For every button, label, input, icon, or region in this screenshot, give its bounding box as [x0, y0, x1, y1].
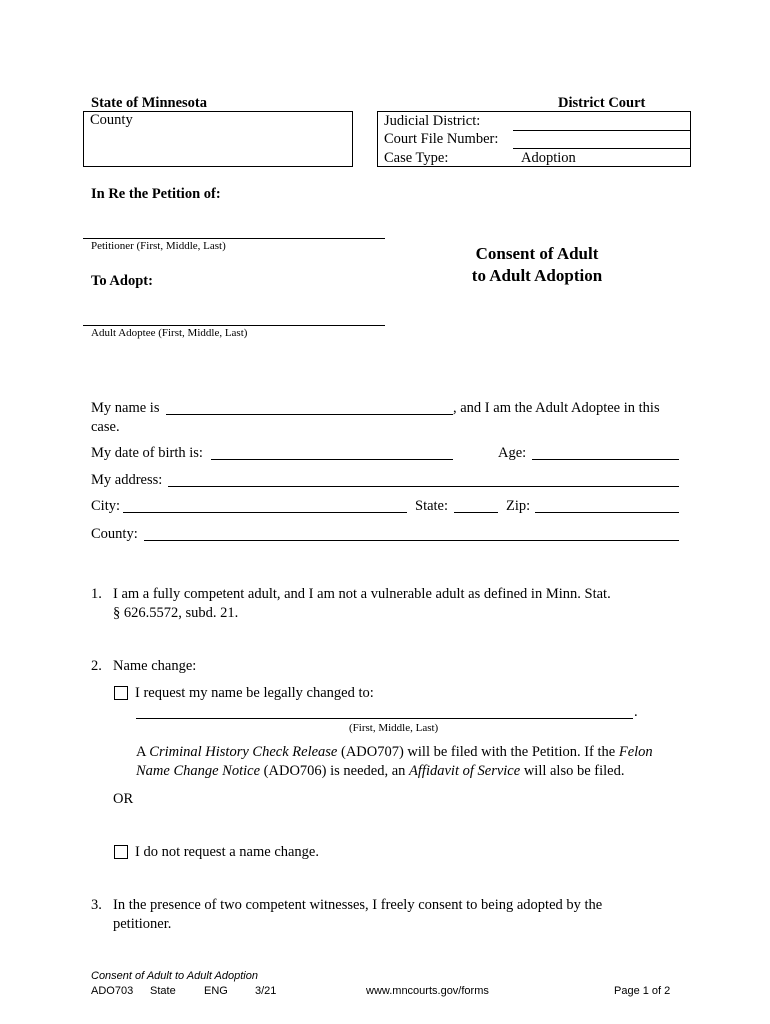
form-title-line2: to Adult Adoption [471, 266, 603, 285]
footer-form-title: Consent of Adult to Adult Adoption [91, 970, 258, 982]
to-adopt-label: To Adopt: [91, 273, 153, 289]
item1-line2: § 626.5572, subd. 21. [113, 605, 239, 621]
court-label: District Court [558, 95, 646, 111]
county-label: County [90, 112, 133, 128]
adoptee-caption: Adult Adoptee (First, Middle, Last) [91, 327, 248, 339]
item1-number: 1. [91, 586, 102, 602]
case-type-value: Adoption [521, 150, 576, 166]
no-name-change-checkbox[interactable] [114, 845, 128, 859]
new-name-period: . [634, 704, 638, 720]
request-name-change-checkbox[interactable] [114, 686, 128, 700]
case-type-label: Case Type: [384, 150, 449, 166]
footer-form-scope: State [150, 985, 176, 997]
name-suffix: , and I am the Adult Adoptee in this [453, 400, 660, 416]
footer-website[interactable]: www.mncourts.gov/forms [366, 985, 489, 997]
form-title-line1: Consent of Adult [475, 244, 599, 263]
name-prefix: My name is [91, 400, 160, 416]
zip-label: Zip: [506, 498, 531, 514]
request-name-change-label: I request my name be legally changed to: [135, 685, 374, 701]
judicial-district-label: Judicial District: [384, 113, 481, 129]
age-field[interactable] [532, 459, 679, 460]
name-change-note-line1: A Criminal History Check Release (ADO707) will be filed with the Petition. If the Felon [136, 744, 653, 760]
name-change-note-line2: Name Change Notice (ADO706) is needed, an Affidavit of Service will also be filed. [136, 763, 625, 779]
or-label: OR [113, 791, 134, 807]
state-field-label: State: [415, 498, 449, 514]
new-name-caption: (First, Middle, Last) [349, 722, 439, 734]
zip-field[interactable] [535, 512, 679, 513]
county-field-label: County: [91, 526, 138, 542]
county-field[interactable] [144, 540, 679, 541]
dob-label: My date of birth is: [91, 445, 203, 461]
new-name-field[interactable] [136, 718, 633, 719]
footer-page-number: Page 1 of 2 [614, 985, 671, 997]
footer-form-lang: ENG [204, 985, 228, 997]
age-label: Age: [498, 445, 527, 461]
judicial-district-field[interactable] [513, 130, 691, 131]
in-re-label: In Re the Petition of: [91, 186, 221, 202]
footer-form-date: 3/21 [255, 985, 277, 997]
city-label: City: [91, 498, 121, 514]
petitioner-caption: Petitioner (First, Middle, Last) [91, 240, 226, 252]
name-suffix-cont: case. [91, 419, 120, 435]
footer-form-code: ADO703 [91, 985, 134, 997]
item3-number: 3. [91, 897, 102, 913]
dob-field[interactable] [211, 459, 453, 460]
city-field[interactable] [123, 512, 407, 513]
address-label: My address: [91, 472, 163, 488]
item2-number: 2. [91, 658, 102, 674]
state-field[interactable] [454, 512, 498, 513]
item1-line1: I am a fully competent adult, and I am not a vulnerable adult as defined in Minn. Stat. [113, 586, 611, 602]
no-name-change-label: I do not request a name change. [135, 844, 319, 860]
petitioner-name-field[interactable] [83, 238, 385, 239]
court-file-number-label: Court File Number: [384, 131, 499, 147]
item2-label: Name change: [113, 658, 197, 674]
item3-line1: In the presence of two competent witnesses, I freely consent to being adopted by the [113, 897, 603, 913]
state-label: State of Minnesota [91, 95, 207, 111]
address-field[interactable] [168, 486, 679, 487]
name-field[interactable] [166, 414, 453, 415]
adoptee-name-field[interactable] [83, 325, 385, 326]
court-file-number-field[interactable] [513, 148, 691, 149]
item3-line2: petitioner. [113, 916, 172, 932]
county-box[interactable] [83, 111, 353, 167]
